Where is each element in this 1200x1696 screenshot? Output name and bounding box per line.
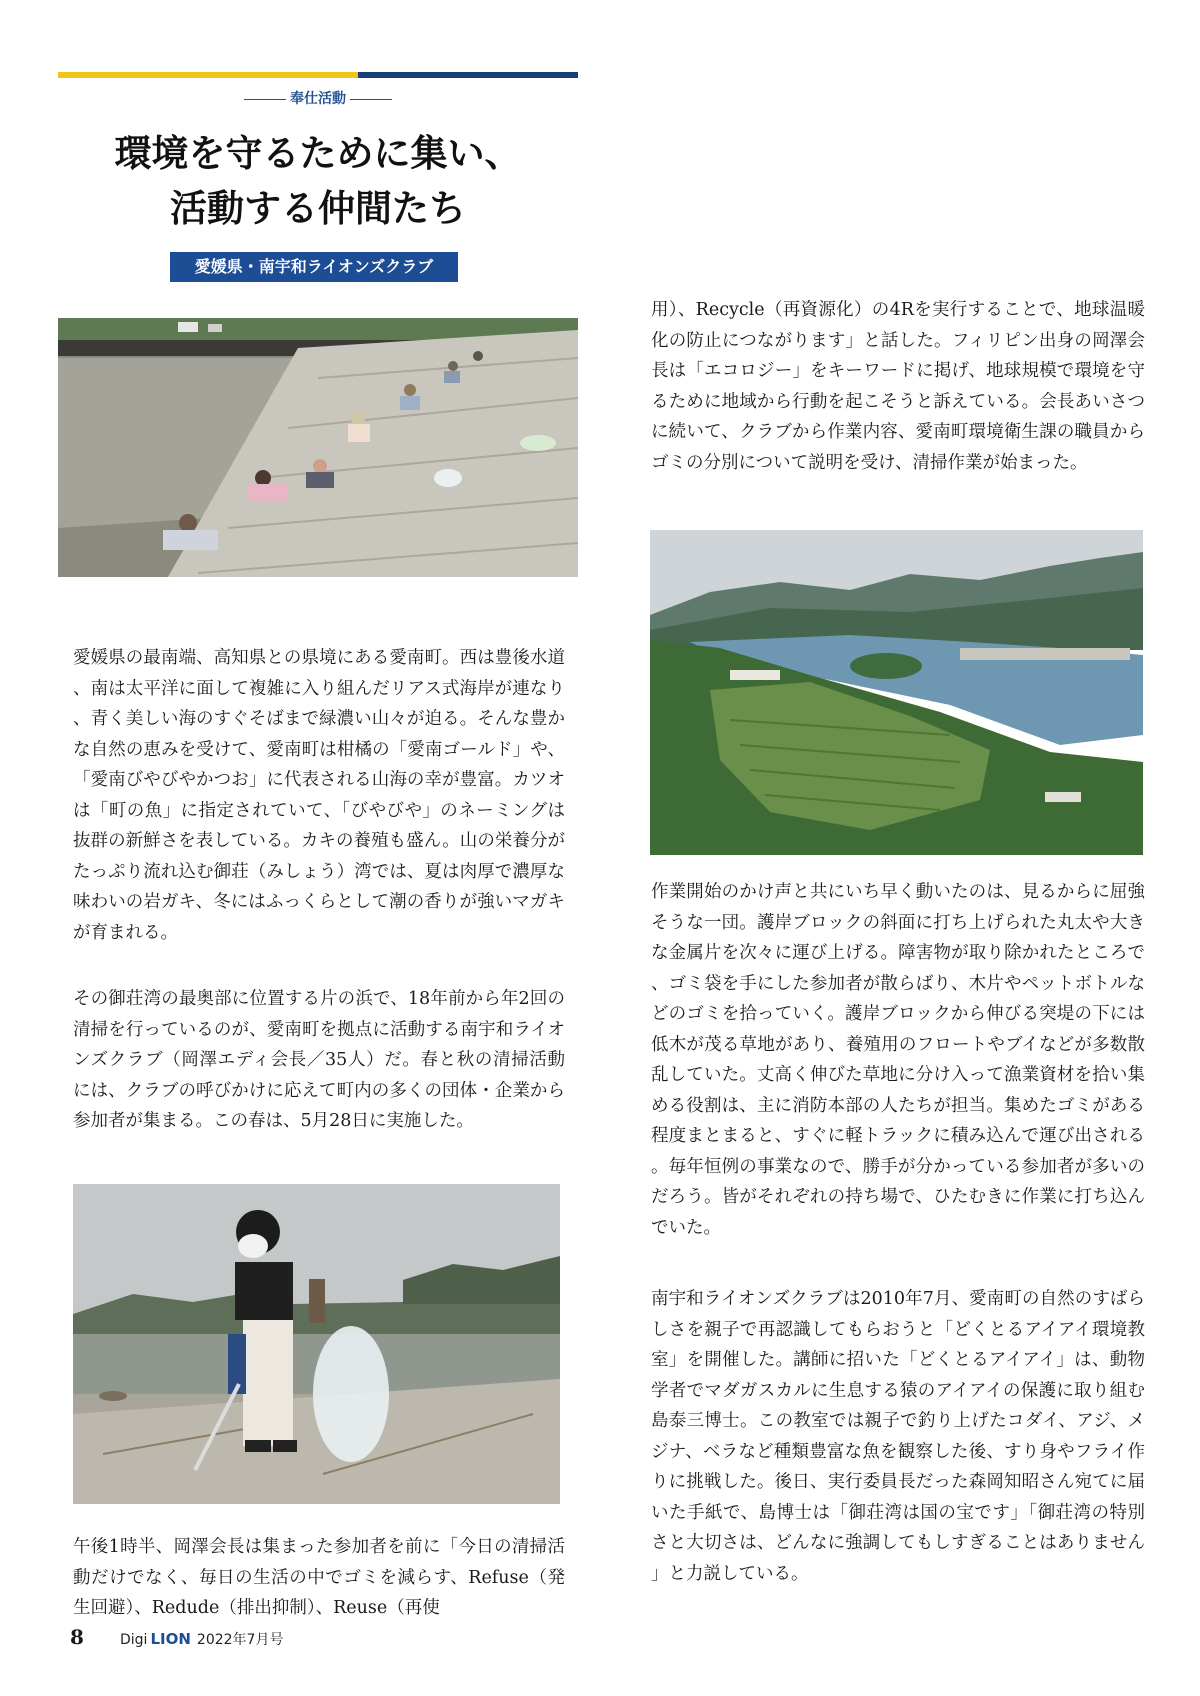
photo-seawall-cleanup [58,318,578,577]
club-name-badge: 愛媛県・南宇和ライオンズクラブ [170,252,458,282]
article-paragraph-4: 用）、Recycle（再資源化）の4Rを実行することで、地球温暖化の防止につながります」と話した。フィリピン出身の岡澤会長は「エコロジー」をキーワードに掲げ、地球規模で環境を守るために地域から行動を起こそうと訴えている。会長あいさつに続いて、クラブから作業内容、愛南町環境衛生課の職員からゴミの分別について説明を受け、清掃作業が始まった。 [651,300,1145,473]
photo-volunteer-with-bag [73,1184,560,1504]
page-number: 8 [70,1625,84,1649]
magazine-footer [120,1629,283,1649]
title-line-2: 活動する仲間たち [170,186,466,230]
kicker-label: 奉仕活動 [290,91,346,107]
kicker-dash-right [350,99,392,100]
article-paragraph-5: 作業開始のかけ声と共にいち早く動いたのは、見るからに屈強そうな一団。護岸ブロックの斜面に打ち上げられた丸太や大きな金属片を次々に運び上げる。障害物が取り除かれたところで、ゴミ袋を手にした参加者が散らばり、木片やペットボトルなどのゴミを拾っていく。護岸ブロックから伸びる突堤の下には低木が茂る草地があり、養殖用のフロートやブイなどが多数散乱していた。丈高く伸びた草地に分け入って漁業資材を拾い集める役割は、主に消防本部の人たちが担当。集めたゴミがある程度まとまると、すぐに軽トラックに積み込んで運び出される。毎年恒例の事業なので、勝手が分かっている参加者が多いのだろう。皆がそれぞれの持ち場で、ひたむきに作業に打ち込んでいた。 [651,882,1145,1238]
header-rule-yellow [58,72,358,78]
article-paragraph-1: 愛媛県の最南端、高知県との県境にある愛南町。西は豊後水道、南は太平洋に面して複雑に入り組んだリアス式海岸が連なり、青く美しい海のすぐそばまで緑濃い山々が迫る。そんな豊かな自然の恵みを受けて、愛南町は柑橘の「愛南ゴールド」や、「愛南びやびやかつお」に代表される山海の幸が豊富。カツオは「町の魚」に指定されていて、「びやびや」のネーミングは抜群の新鮮さを表している。カキの養殖も盛ん。山の栄養分がたっぷり流れ込む御荘（みしょう）湾では、夏は肉厚で濃厚な味わいの岩ガキ、冬にはふっくらとして潮の香りが強いマガキが育まれる。 [73,648,565,943]
magazine-prefix: Digi [120,1632,148,1648]
title-line-1: 環境を守るために集い、 [114,131,522,175]
kicker-dash-left [244,99,286,100]
article-paragraph-6: 南宇和ライオンズクラブは2010年7月、愛南町の自然のすばらしさを親子で再認識してもらおうと「どくとるアイアイ環境教室」を開催した。講師に招いた「どくとるアイアイ」は、動物学者でマダガスカルに生息する猿のアイアイの保護に取り組む島泰三博士。この教室では親子で釣り上げたコダイ、アジ、メジナ、ベラなど種類豊富な魚を観察した後、すり身やフライ作りに挑戦した。後日、実行委員長だった森岡知昭さん宛てに届いた手紙で、島博士は「御荘湾は国の宝です」「御荘湾の特別さと大切さは、どんなに強調してもしすぎることはありません」と力説している。 [651,1289,1145,1584]
magazine-issue: 2022年7月号 [196,1632,284,1648]
article-paragraph-3: 午後1時半、岡澤会長は集まった参加者を前に「今日の清掃活動だけでなく、毎日の生活の中でゴミを減らす、Refuse（発生回避）、Redude（排出抑制）、Reuse（再使 [73,1537,565,1618]
magazine-name: LION [150,1630,191,1648]
header-rule-navy [358,72,578,78]
article-paragraph-2: その御荘湾の最奥部に位置する片の浜で、18年前から年2回の清掃を行っているのが、愛南町を拠点に活動する南宇和ライオンズクラブ（岡澤エディ会長／35人）だ。春と秋の清掃活動には、クラブの呼びかけに応えて町内の多くの団体・企業から参加者が集まる。この春は、5月28日に実施した。 [73,989,565,1131]
photo-bay-landscape [650,530,1143,855]
section-kicker [58,88,578,108]
article-title [58,126,578,236]
